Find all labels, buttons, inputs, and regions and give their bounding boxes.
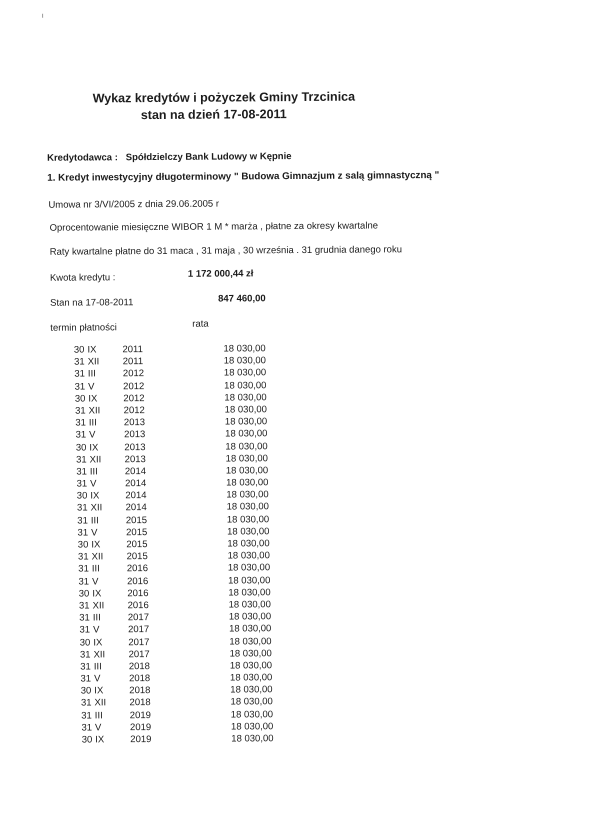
amount-value: 1 172 000,44 zł [187, 268, 254, 280]
schedule-month: III [87, 368, 96, 380]
interest-line: Oprocentowanie miesięczne WIBOR 1 M * marża , płatne za okresy kwartalne [49, 220, 379, 234]
schedule-month: V [94, 673, 101, 685]
schedule-amount: 18 030,00 [230, 720, 274, 733]
schedule-year: 2013 [124, 453, 146, 465]
schedule-amount: 18 030,00 [226, 489, 269, 501]
schedule-day: 30 [74, 393, 86, 405]
schedule-year: 2016 [127, 587, 149, 599]
schedule-month: V [93, 624, 100, 636]
schedule-month: IX [89, 441, 99, 453]
schedule-month: IX [93, 636, 103, 648]
schedule-amount: 18 030,00 [224, 391, 267, 404]
schedule-month: XII [88, 405, 101, 417]
schedule-day: 30 [80, 685, 92, 697]
schedule-year: 2017 [127, 612, 150, 624]
schedule-year: 2012 [123, 392, 145, 404]
schedule-year: 2013 [124, 441, 146, 453]
schedule-month: V [90, 478, 97, 490]
schedule-year: 2014 [124, 465, 147, 478]
schedule-month: III [90, 515, 99, 527]
schedule-amount: 18 030,00 [225, 452, 268, 465]
balance-value: 847 460,00 [218, 293, 266, 305]
schedule-month: XII [93, 649, 106, 661]
schedule-day: 30 [76, 490, 88, 502]
schedule-amount: 18 030,00 [224, 416, 268, 428]
schedule-amount: 18 030,00 [229, 647, 272, 660]
schedule-amount: 18 030,00 [229, 623, 272, 635]
lender-line [47, 151, 291, 164]
schedule-amount: 18 030,00 [224, 404, 267, 416]
document-subtitle: stan na dzień 17-08-2011 [140, 107, 287, 123]
schedule-day: 31 [77, 502, 88, 514]
schedule-year: 2012 [123, 405, 145, 417]
schedule-day: 31 [74, 381, 86, 393]
schedule-month: III [93, 661, 102, 673]
schedule-amount: 18 030,00 [226, 501, 269, 513]
schedule-day: 31 [78, 600, 90, 612]
schedule-amount: 18 030,00 [230, 672, 273, 684]
schedule-year: 2018 [129, 673, 151, 685]
schedule-year: 2014 [125, 478, 147, 490]
schedule-day: 30 [79, 636, 91, 649]
contract-line: Umowa nr 3/VI/2005 z dnia 29.06.2005 r [48, 198, 220, 211]
schedule-day: 31 [76, 478, 88, 490]
schedule-amount: 18 030,00 [225, 428, 268, 440]
schedule-amount: 18 030,00 [223, 367, 267, 379]
schedule-month: III [94, 710, 103, 722]
schedule-year: 2017 [128, 624, 150, 636]
schedule-amount: 18 030,00 [228, 611, 272, 623]
schedule-day: 31 [80, 661, 91, 673]
schedule-month: V [94, 722, 102, 734]
credit-title: 1. Kredyt inwestycyjny długoterminowy " Budowa Gimnazjum z salą gimnastyczną " [47, 170, 440, 184]
rate-label: rata [192, 318, 209, 330]
schedule-day: 31 [76, 454, 87, 466]
schedule-year: 2019 [129, 709, 151, 721]
schedule-month: V [89, 429, 96, 441]
balance-label: Stan na 17-08-2011 [50, 297, 134, 309]
schedule-month: XII [92, 600, 105, 612]
schedule-month: V [88, 380, 95, 393]
schedule-day: 31 [81, 710, 92, 722]
schedule-month: III [92, 612, 101, 624]
schedule-day: 31 [75, 429, 87, 441]
schedule-year: 2016 [127, 599, 149, 612]
document-title: Wykaz kredytów i pożyczek Gminy Trzcinica [92, 89, 356, 106]
schedule-month: XII [90, 502, 103, 514]
schedule-day: 31 [77, 527, 89, 539]
scan-speck [42, 14, 43, 18]
lender-value: Spółdzielczy Bank Ludowy w Kępnie [125, 151, 292, 164]
schedule-amount: 18 030,00 [231, 733, 274, 745]
schedule-year: 2015 [126, 526, 148, 539]
schedule-day: 30 [73, 344, 85, 356]
schedule-day: 31 [80, 697, 92, 709]
schedule-year: 2018 [129, 697, 151, 709]
schedule-amount: 18 030,00 [227, 538, 270, 550]
schedule-year: 2012 [122, 368, 145, 380]
schedule-year: 2013 [123, 417, 146, 429]
schedule-year: 2011 [122, 356, 144, 368]
schedule-month: XII [94, 697, 107, 709]
schedule-year: 2015 [125, 514, 148, 526]
schedule-day: 30 [75, 441, 87, 454]
schedule-year: 2014 [125, 490, 147, 502]
schedule-amount: 18 030,00 [229, 635, 272, 647]
schedule-year: 2017 [128, 648, 150, 660]
schedule-month: XII [89, 454, 102, 466]
schedule-day: 31 [79, 612, 90, 624]
schedule-amount: 18 030,00 [228, 586, 271, 599]
schedule-day: 30 [77, 539, 89, 551]
schedule-year: 2012 [123, 380, 145, 392]
schedule-amount: 18 030,00 [229, 660, 273, 672]
schedule-day: 31 [77, 551, 89, 563]
schedule-day: 31 [74, 368, 85, 380]
schedule-amount: 18 030,00 [227, 550, 270, 562]
schedule-year: 2016 [126, 563, 149, 575]
schedule-month: XII [87, 356, 100, 368]
schedule-year: 2015 [126, 539, 148, 551]
schedule-year: 2015 [126, 551, 148, 563]
schedule-day: 31 [75, 405, 86, 417]
schedule-amount: 18 030,00 [223, 355, 266, 367]
schedule-amount: 18 030,00 [226, 477, 269, 489]
schedule-month: XII [91, 551, 104, 563]
schedule-year: 2016 [127, 575, 149, 587]
schedule-month: IX [94, 685, 104, 697]
schedule-month: III [91, 563, 100, 575]
schedule-amount: 18 030,00 [228, 574, 271, 587]
schedule-day: 31 [79, 624, 91, 636]
schedule-year: 2014 [125, 502, 147, 514]
schedule-amount: 18 030,00 [226, 513, 270, 526]
schedule-month: IX [87, 344, 97, 356]
schedule-amount: 18 030,00 [228, 599, 271, 611]
schedule-year: 2019 [130, 734, 152, 746]
schedule-day: 31 [76, 466, 87, 478]
schedule-month: V [91, 527, 98, 539]
schedule-day: 31 [75, 417, 86, 429]
schedule-amount: 18 030,00 [224, 379, 267, 392]
lender-label: Kredytodawca : [47, 152, 118, 164]
schedule-day: 31 [80, 673, 92, 685]
term-label: termin płatności [50, 322, 117, 334]
schedule-day: 31 [81, 722, 93, 734]
schedule-month: IX [90, 490, 100, 502]
schedule-amount: 18 030,00 [230, 684, 273, 696]
schedule-row [65, 733, 295, 747]
schedule-day: 31 [74, 356, 85, 368]
schedule-amount: 18 030,00 [225, 465, 269, 477]
schedule-day: 30 [78, 588, 90, 600]
schedule-month: IX [95, 734, 105, 746]
payment-schedule [62, 343, 295, 747]
schedule-month: III [88, 417, 97, 429]
schedule-amount: 18 030,00 [230, 708, 274, 721]
schedule-amount: 18 030,00 [227, 526, 270, 538]
schedule-day: 31 [77, 515, 88, 527]
schedule-year: 2011 [122, 344, 143, 356]
schedule-year: 2017 [128, 636, 150, 648]
amount-label: Kwota kredytu : [49, 272, 116, 284]
installments-line: Raty kwartalne płatne do 31 maca , 31 maja , 30 września . 31 grudnia danego roku [49, 244, 403, 258]
schedule-day: 31 [78, 576, 90, 588]
schedule-amount: 18 030,00 [223, 343, 266, 355]
schedule-year: 2013 [124, 429, 146, 441]
schedule-month: IX [88, 393, 98, 405]
schedule-month: V [92, 575, 99, 588]
schedule-year: 2019 [129, 721, 152, 733]
schedule-month: III [89, 466, 98, 478]
schedule-month: IX [92, 588, 102, 600]
schedule-month: IX [91, 539, 101, 551]
schedule-amount: 18 030,00 [225, 440, 268, 453]
schedule-amount: 18 030,00 [230, 696, 273, 708]
schedule-day: 31 [79, 649, 91, 661]
schedule-day: 30 [81, 734, 93, 746]
schedule-amount: 18 030,00 [227, 562, 271, 574]
schedule-year: 2018 [128, 660, 150, 673]
schedule-day: 31 [78, 563, 89, 575]
schedule-year: 2018 [129, 685, 151, 697]
